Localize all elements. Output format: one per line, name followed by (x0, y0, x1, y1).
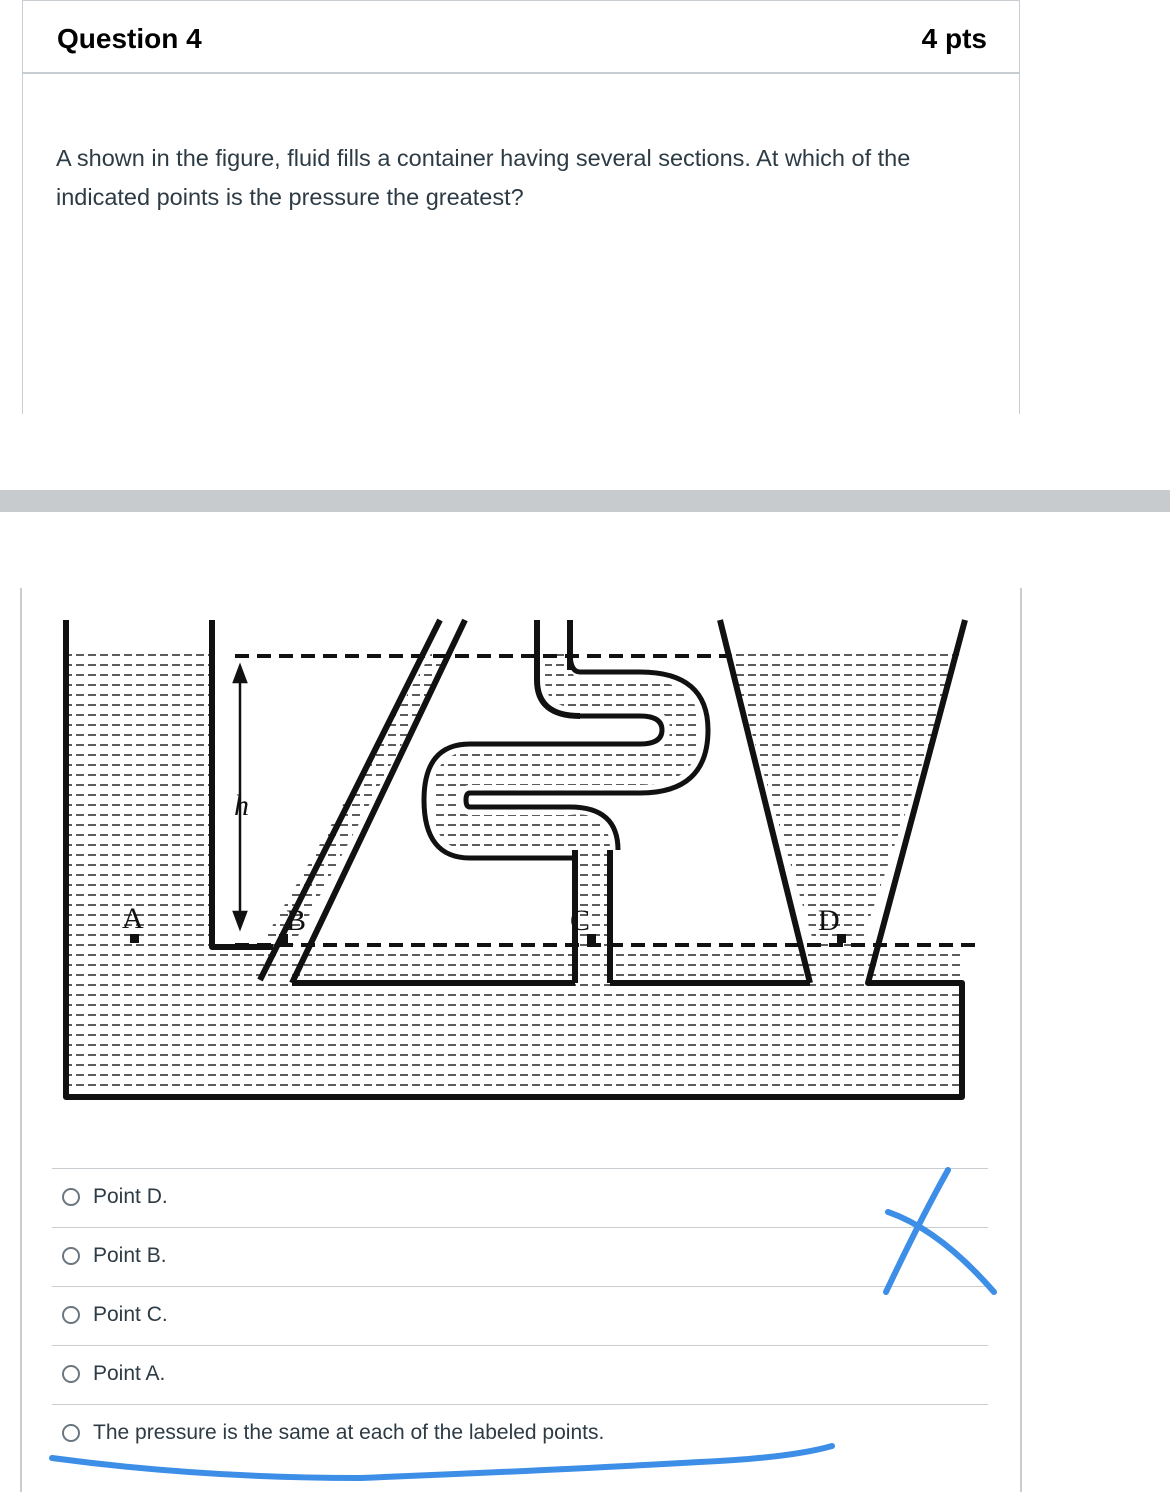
radio-button[interactable] (62, 1247, 80, 1265)
point-label-a: A (122, 902, 144, 935)
answer-label: Point A. (93, 1362, 166, 1385)
point-markers (130, 934, 846, 943)
section-divider (0, 490, 1170, 512)
answer-option[interactable] (52, 1345, 988, 1404)
height-label: h (234, 789, 249, 822)
radio-button[interactable] (62, 1424, 80, 1442)
point-label-b: B (286, 904, 307, 937)
answer-list (52, 1168, 988, 1463)
question-title: Question 4 (57, 23, 202, 54)
question-text: A shown in the figure, fluid fills a container having several sections. At which of the indicated points is the pressure the greatest? (56, 145, 911, 210)
answer-label: Point B. (93, 1244, 167, 1267)
question-points: 4 pts (921, 23, 987, 54)
answer-option[interactable] (52, 1168, 988, 1227)
radio-button[interactable] (62, 1188, 80, 1206)
answer-label: Point D. (93, 1185, 168, 1208)
answer-option[interactable] (52, 1227, 988, 1286)
point-label-c: C (570, 904, 591, 937)
answer-label: The pressure is the same at each of the labeled points. (93, 1421, 605, 1444)
question-header (23, 1, 1019, 74)
point-label-d: D (818, 904, 840, 937)
answer-option[interactable] (52, 1404, 988, 1463)
radio-button[interactable] (62, 1365, 80, 1383)
fluid-container-figure (40, 600, 990, 1120)
answer-label: Point C. (93, 1303, 168, 1326)
fluid-region (66, 652, 962, 1097)
question-card (22, 0, 1020, 414)
radio-button[interactable] (62, 1306, 80, 1324)
answer-option[interactable] (52, 1286, 988, 1345)
